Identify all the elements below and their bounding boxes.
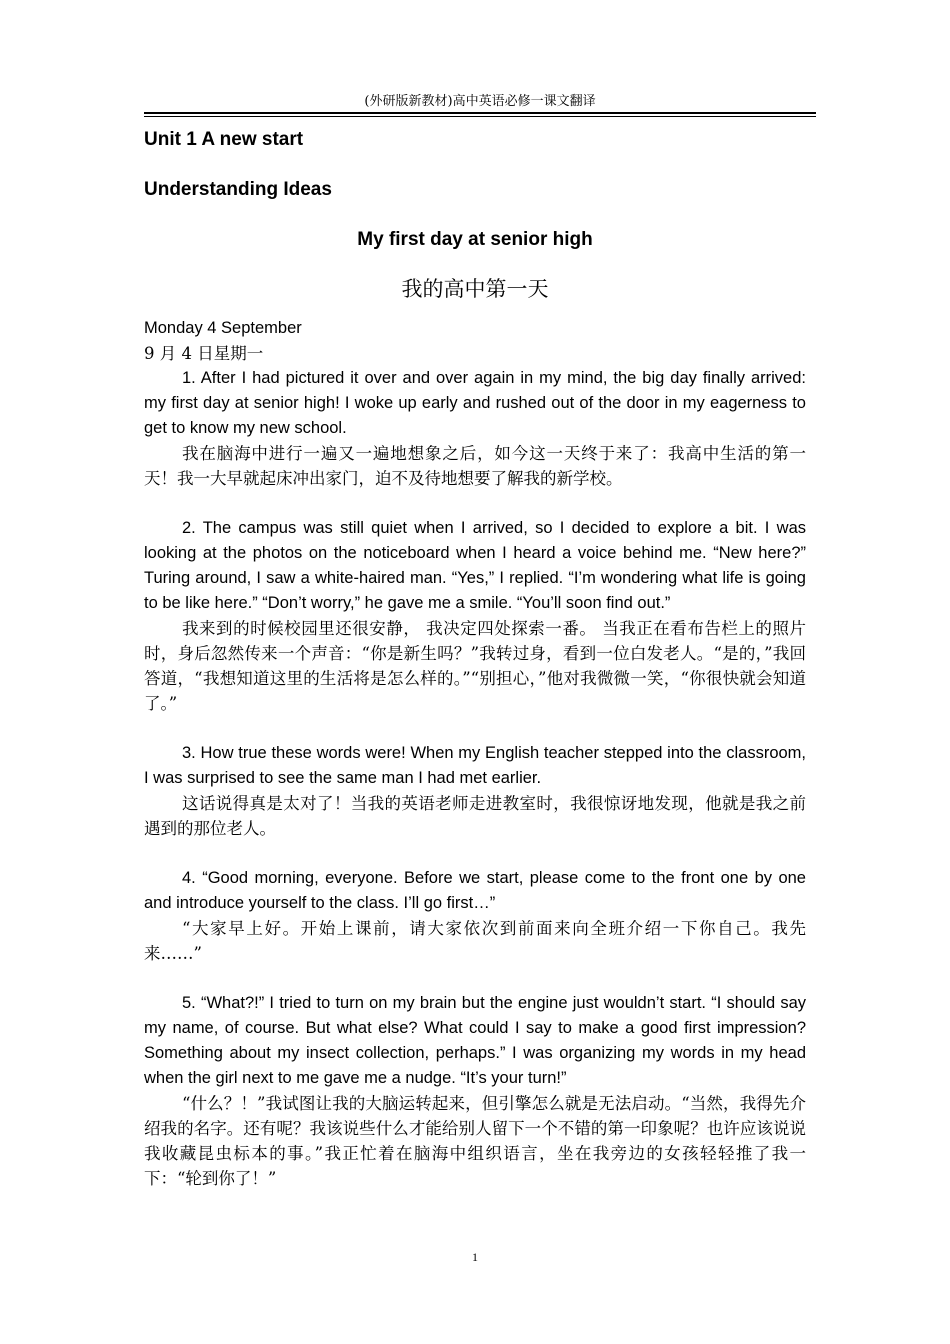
- paragraph-1-zh: 我在脑海中进行一遍又一遍地想象之后，如今这一天终于来了：我高中生活的第一天！我一大早就起床冲出家门，迫不及待地想要了解我的新学校。: [144, 444, 806, 488]
- article-title-en: My first day at senior high: [357, 229, 593, 250]
- paragraph-4-zh: “大家早上好。开始上课前，请大家依次到前面来向全班介绍一下你自己。我先来……”: [144, 919, 806, 963]
- date-en: Monday 4 September: [144, 319, 302, 337]
- paragraph-gap: [144, 716, 806, 741]
- page-header: (外研版新教材)高中英语必修一课文翻译: [364, 94, 596, 109]
- paragraph-gap: [144, 841, 806, 866]
- header-rule-thin: [144, 116, 816, 117]
- paragraph-1-en: 1. After I had pictured it over and over again in my mind, the big day finally arrived: my first day at senior high! I woke up early and rushed out of the door in my eagerness to get to know my new school.: [144, 369, 806, 437]
- article-title-zh: 我的高中第一天: [401, 277, 549, 301]
- paragraph-2-en: 2. The campus was still quiet when I arrived, so I decided to explore a bit. I was looking at the photos on the noticeboard when I heard a voice behind me. “New here?” Turing around, I saw a white-haired man. “Yes,” I replied. “I’m wondering what life is going to be like here.” “Don’t worry,” he gave me a smile. “You’ll soon find out.”: [144, 519, 806, 612]
- document-body: [144, 124, 806, 1191]
- paragraph-5-zh: “什么？！”我试图让我的大脑运转起来，但引擎怎么就是无法启动。“当然，我得先介绍我的名字。还有呢？我该说些什么才能给别人留下一个不错的第一印象呢？也许应该说说我收藏昆虫标本的事。”我正忙着在脑海中组织语言，坐在我旁边的女孩轻轻推了我一下：“轮到你了！”: [144, 1094, 806, 1188]
- paragraph-gap: [144, 966, 806, 991]
- paragraph-5-en: 5. “What?!” I tried to turn on my brain but the engine just wouldn’t start. “I should say my name, of course. But what else? What could I say to make a good first impression? Something about my insect collection, perhaps.” I was organizing my words in my head when the girl next to me gave me a nudge. “It’s your turn!”: [144, 994, 806, 1087]
- date-zh: 9 月 4 日星期一: [144, 344, 264, 363]
- paragraph-4-en: 4. “Good morning, everyone. Before we start, please come to the front one by one and introduce yourself to the class. I’ll go first…”: [144, 869, 806, 912]
- paragraph-2-zh: 我来到的时候校园里还很安静， 我决定四处探索一番。 当我正在看布告栏上的照片时，身后忽然传来一个声音：“你是新生吗？”我转过身，看到一位白发老人。“是的，”我回答道，“我想知道这里的生活将是怎么样的。”“别担心，”他对我微微一笑，“你很快就会知道了。”: [144, 619, 806, 713]
- paragraph-gap: [144, 491, 806, 516]
- paragraph-3-en: 3. How true these words were! When my English teacher stepped into the classroom, I was surprised to see the same man I had met earlier.: [144, 744, 806, 787]
- page-number: 1: [472, 1250, 478, 1264]
- section-heading: Understanding Ideas: [144, 179, 332, 200]
- header-rule-thick: [144, 112, 816, 114]
- paragraph-3-zh: 这话说得真是太对了！当我的英语老师走进教室时，我很惊讶地发现，他就是我之前遇到的那位老人。: [144, 794, 806, 838]
- unit-heading: Unit 1 A new start: [144, 129, 304, 150]
